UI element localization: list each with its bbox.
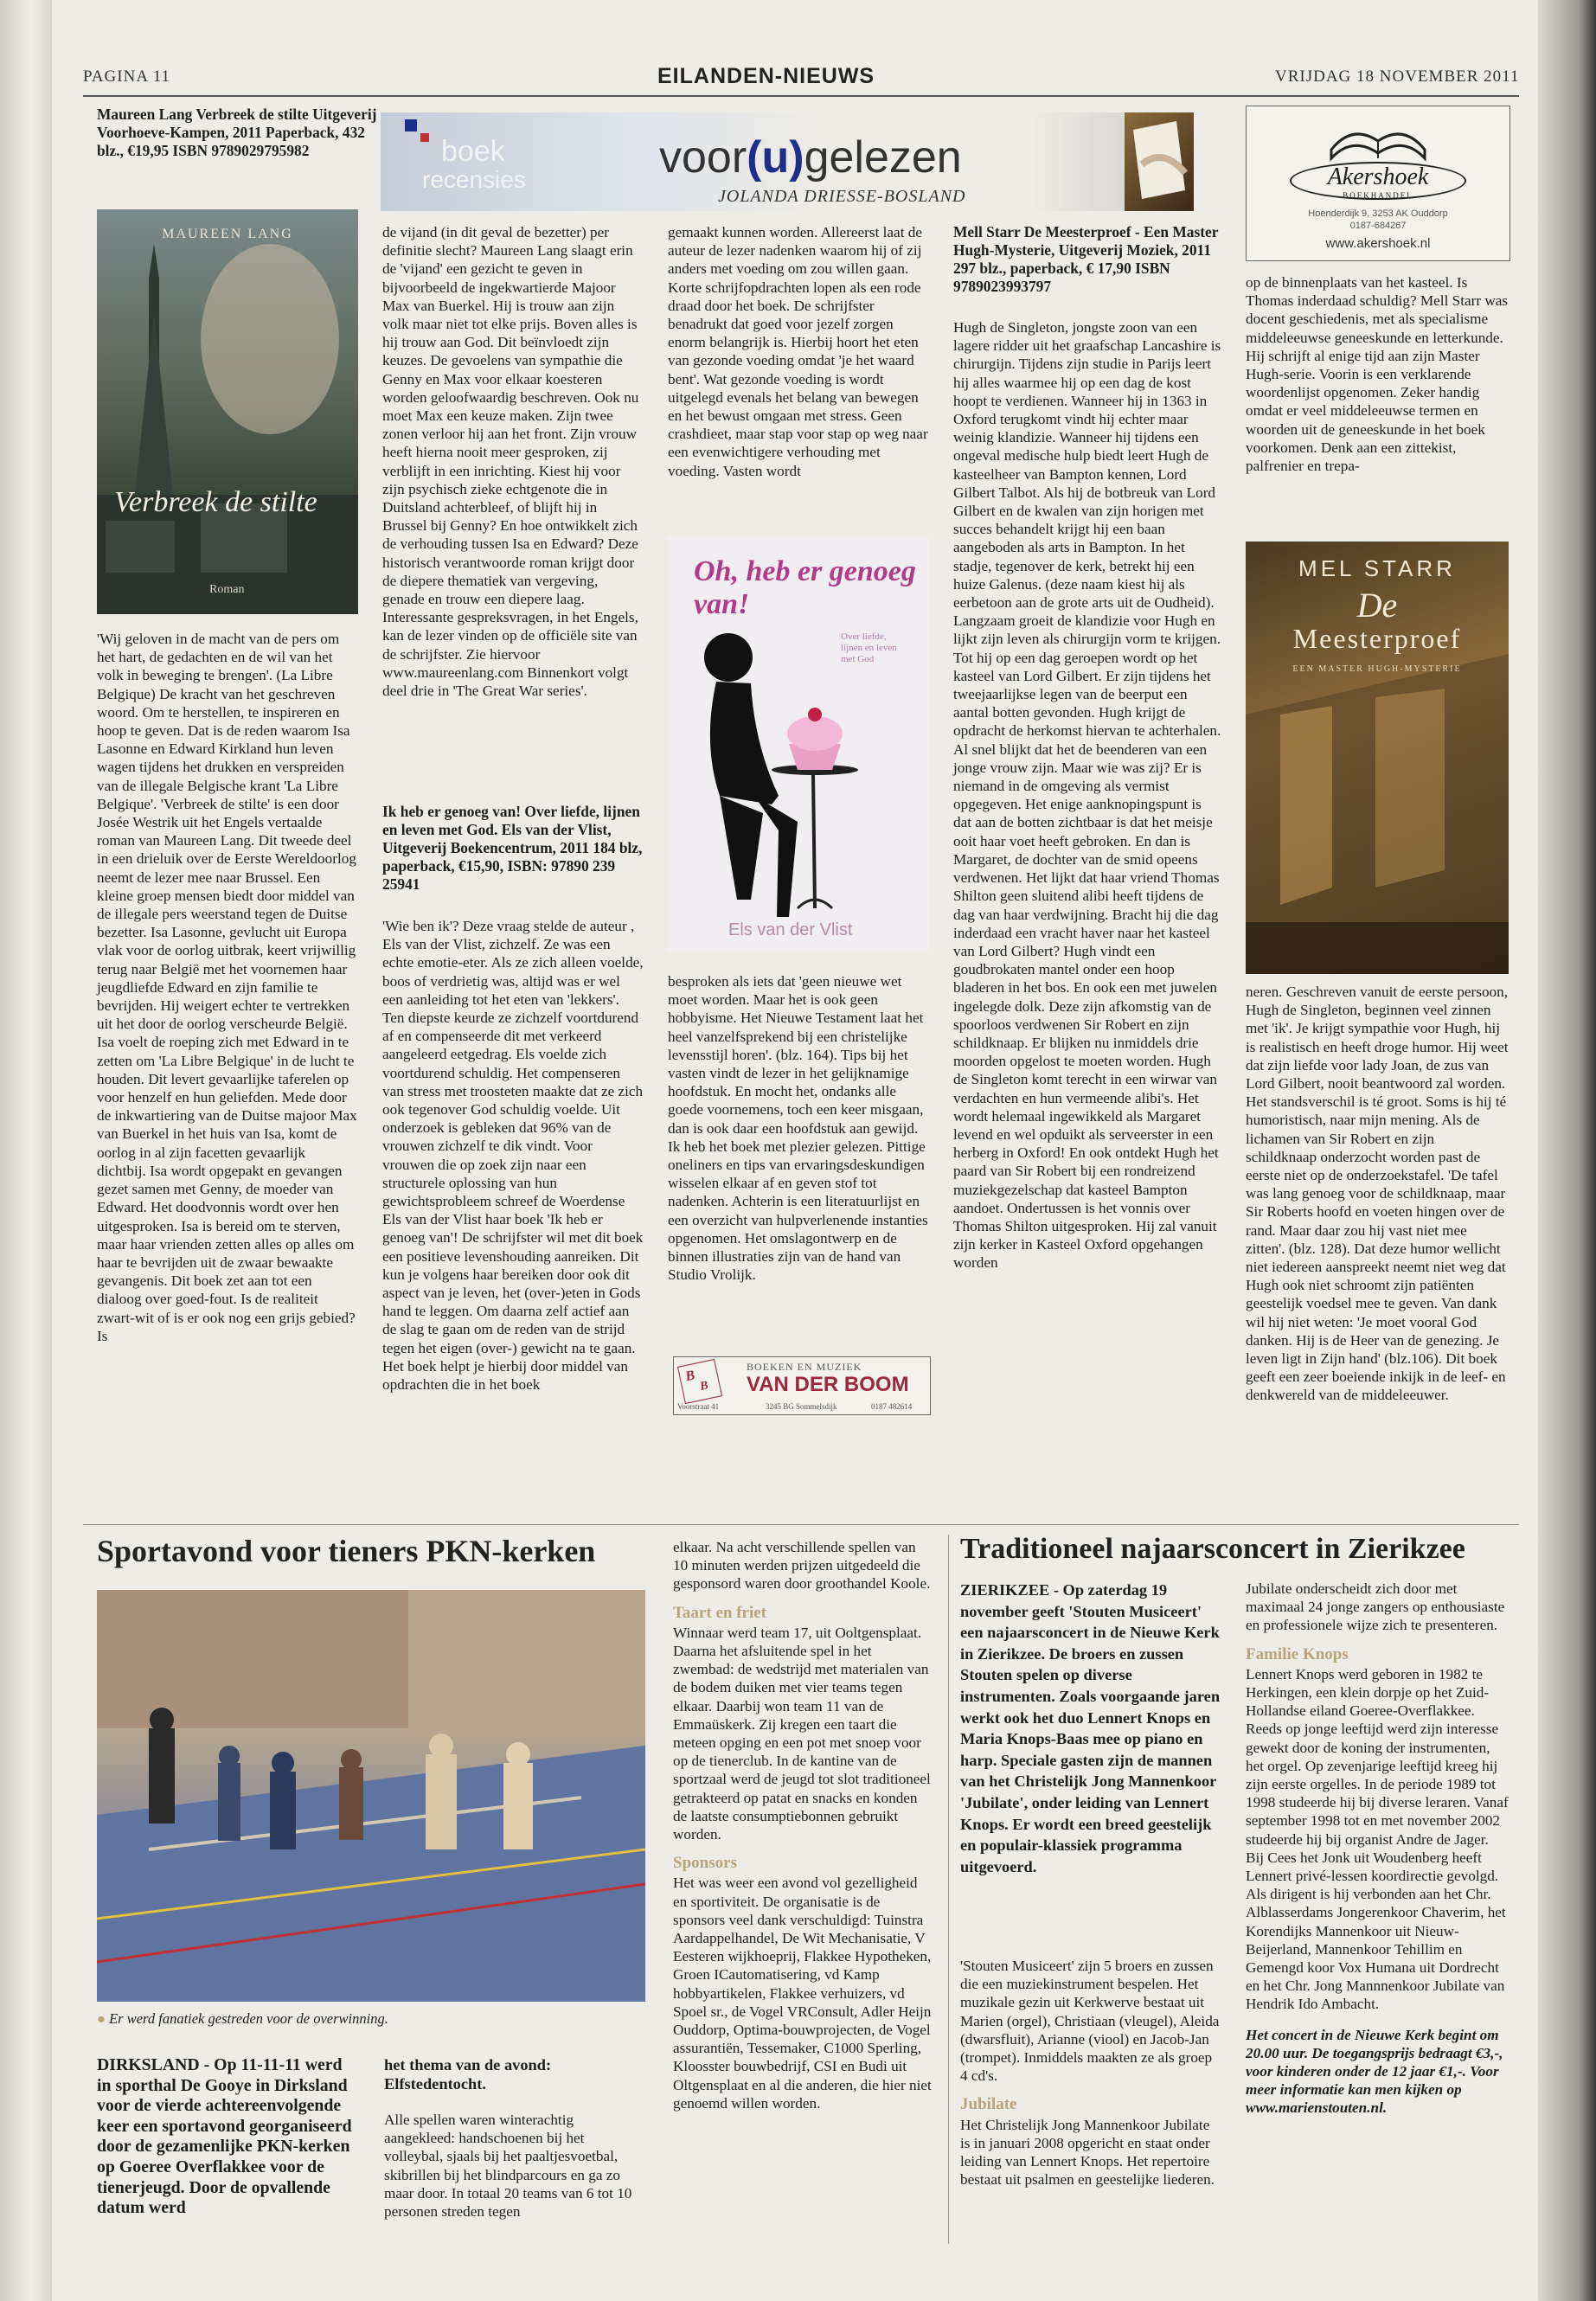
cover-silhouette [668, 536, 929, 952]
cover-script-title: Oh, heb er genoeg van! [694, 555, 916, 620]
review2-col3-bottom: besproken als iets dat 'geen nieuwe wet moet worden. Maar het is ook geen hobbyisme. Het Nieuwe Testament laat het heel vanzelfsprekend bij een christelijke levensstijl horen'. (blz. 164). Tips bij het vasten vindt de lezer in het gelijknamige hoofdstuk. En mocht het, ondanks alle goede voornemens, toch een keer misgaan, dan is ook daar een hoofdstuk aan gewijd. Ik heb het boek met plezier gelezen. Pittige oneliners en tips van ervaringsdeskundigen wisselen elkaar af en geven stof tot nadenken. Achterin is een literatuurlijst en een overzicht van hulpverlenende instanties opgenomen. Het omslagontwerp en de binnen illustraties zijn van de hand van Studio Vrolijk. [668, 973, 928, 1284]
cover-label: Roman [209, 583, 245, 596]
banner-square-icon-red [420, 133, 429, 142]
ad-tag: BOEKHANDEL [1343, 191, 1413, 200]
concert-title: Traditioneel najaarsconcert in Zierikzee [960, 1533, 1465, 1565]
open-book-logo-icon [1326, 115, 1430, 167]
cover-title-main: Meesterproef [1292, 623, 1462, 654]
column-rule [948, 1535, 949, 2244]
caption-bullet-icon: ● [97, 2010, 110, 2027]
ad-logo-icon: B B [677, 1359, 722, 1404]
banner-title-post: gelezen [804, 132, 962, 183]
banner-title-close: ) [789, 132, 804, 183]
concert-lead: ZIERIKZEE - Op zaterdag 19 november geeft 'Stouten Musiceert' een najaarsconcert in de Nieuwe Kerk in Zierikzee. De broers en zussen Stouten spelen op diverse instrumenten. Zoals voorgaande jaren werkt ook het duo Lennert Knops en Maria Knops-Baas mee op piano en harp. Speciale gasten zijn de mannen van het Christelijk Jong Mannenkoor 'Jubilate', onder leiding van Lennert Knops. Er wordt een breed geestelijk en populair-klassiek programma uitgevoerd. [960, 1581, 1221, 1875]
ad-line1: BOEKEN EN MUZIEK [747, 1361, 862, 1373]
review3-col5-bottom: neren. Geschreven vanuit de eerste persoon, Hugh de Singleton, beginnen veel zinnen met 'ik'. Je krijgt sympathie voor Hugh, hij is realistisch en heeft droge humor. Hij weet dat zijn liefde voor lady Joan, de zus van Lord Gilbert, nooit beantwoord zal worden. Het standsverschil is té groot. Soms is hij té humoristisch, naar mijn mening. Als de lichamen van Sir Robert en zijn schildknaap onderzocht worden past de eerste niet op de onderzoekstafel. 'De tafel was lang genoeg voor de schildknaap, maar Sir Roberts hoofd en voeten hingen over de rand. Maar daar zou hij vast niet mee zitten'. (blz. 128). Dat deze humor wellicht niet iedereen aanspreekt neemt niet weg dat Hugh ook niet schroomt zijn patiënten geestelijk voedsel mee te geven. Van dank wil hij niet weten: 'Je moet vooral God danken. Hij is de Heer van de genezing. Je leven ligt in Zijn hand' (blz.106). Dit boek geeft een zeer boeiende inkijk in de leef- en denkwereld van de middeleeuwer. [1246, 984, 1509, 1404]
sport-caption [97, 2010, 645, 2028]
sport-sub-taart: Taart en friet [673, 1603, 766, 1622]
ad-addr2: 3245 BG Sommelsdijk [766, 1402, 837, 1411]
review3-head: Mell Starr De Meesterproef - Een Master Hugh-Mysterie, Uitgeverij Moziek, 2011 297 blz., paperback, € 17,90 ISBN 9789023993797 [953, 223, 1219, 295]
ad-address: Hoenderdijk 9, 3253 AK Ouddorp [1308, 208, 1448, 219]
section-rule [83, 1524, 1519, 1525]
ad-phone: 0187-684267 [1349, 221, 1407, 231]
sport-photo-scene [97, 1590, 645, 2002]
cover-subtitle: EEN MASTER HUGH-MYSTERIE [1292, 664, 1462, 674]
review3-col5-top: op de binnenplaats van het kasteel. Is Thomas inderdaad schuldig? Mell Starr was docent geschiedenis, met als specialisme middeleeuwse geneeskunde en letterkunde. Hij schrijft al enige tijd aan zijn Master Hugh-serie. Voorin is een verklarende woordenlijst opgenomen. Zeker handig omdat er veel middeleeuwse termen en woorden uit de geneeskunde in het boek voorkomen. Denk aan een zittekist, palfrenier en trepa- [1246, 274, 1509, 475]
page-spine [0, 0, 52, 2301]
header-rule [83, 95, 1519, 97]
book-cover-verbreek [97, 209, 358, 614]
cover-author: MAUREEN LANG [162, 227, 293, 241]
banner-title-u: u [761, 132, 790, 183]
sport-col3-b: Winnaar werd team 17, uit Ooltgensplaat. Daarna het afsluitende spel in het zwembad: de wedstrijd met materialen van de bodem duiken met vier teams tegen elkaar. Daarbij won team 11 van de Emmaüskerk. Zij kregen een taart die meteen opging en een pot met snoep voor op de tienerclub. In de kantine van de sportzaal werd de jeugd tot slot traditioneel getrakteerd op patat en snacks en konden de laatste consumptiebonnen gebruikt worden. [673, 1624, 931, 1843]
review-banner [381, 112, 1194, 211]
banner-word-boek: boek [441, 135, 505, 168]
open-book-icon [1125, 112, 1194, 211]
banner-word-recensies: recensies [422, 166, 526, 193]
paper-title: EILANDEN-NIEUWS [657, 64, 875, 88]
page-edge [1538, 0, 1596, 2301]
banner-square-icon [405, 119, 417, 131]
concert-col2-b: Lennert Knops werd geboren in 1982 te Herkingen, een klein dorpje op het Zuid-Hollandse eiland Goeree-Overflakkee. Reeds op jonge leeftijd werd zijn interesse gewekt door de koning der instrumenten, het orgel. Op zevenjarige leeftijd kreeg hij zijn eerste orgelles. In de periode 1989 tot 1998 studeerde hij bij diverse leraren. Vanaf september 1998 tot en met november 2002 studeerde hij bij organist Andre de Jager. Bij Cees het Jonk uit Woudenberg heeft Lennert privé-lessen koordirectie gevolgd. Als dirigent is hij verbonden aan het Chr. Alblasserdams Jongerenkoor Chaverim, het Korendijks Mannenkoor uit Nieuw-Beijerland, Mannenkoor Tehillim en Gemengd koor Vox Humana uit Dordrecht en het Chr. Jong Mannnenkoor Jubilate van Hendrik Ido Ambacht. [1246, 1665, 1509, 2013]
concert-sub-jubilate: Jubilate [960, 2095, 1017, 2114]
review1-head: Maureen Lang Verbreek de stilte Uitgeverij Voorhoeve-Kampen, 2011 Paperback, 432 blz., €19,95 ISBN 9789029795982 [97, 106, 377, 159]
review2-col2: 'Wie ben ik'? Deze vraag stelde de auteur , Els van der Vlist, zichzelf. Ze was een echte emotie-eter. Als ze zich alleen voelde, boos of verdrietig was, altijd was er wel een aanleiding tot het eten van 'lekkers'. Ten diepste keurde ze zichzelf voortdurend af en compenseerde dit met verkeerd aangeleerd eetgedrag. Els voelde zich voortdurend schuldig. Het compenseren van stress met troosteten maakte dat ze zich ook tegenover God schuldig voelde. Uit onderzoek is gebleken dat 96% van de vrouwen zichzelf te dik vindt. Voor vrouwen die op zoek zijn naar een structurele oplossing van hun gewichtsprobleem schreef de Woerdense Els van der Vlist haar boek 'Ik heb er genoeg van'! De schrijfster wil met dit boek een positieve levenshouding aanreiken. Dit kun je volgens haar bereiken door ook dit aspect van je leven, het (over-)eten in Gods hand te leggen. Om daarna zelf actief aan de slag te gaan om de reden van de strijd tegen het eigen (over-) gewicht na te gaan. Het boek helpt je hierbij door middel van opdrachten die in het boek [382, 918, 644, 1394]
cover-subtitle: Over liefde, lijnen en leven met God [841, 631, 897, 664]
cover-title: Verbreek de stilte [114, 486, 317, 518]
ad-web: www.akershoek.nl [1325, 236, 1431, 251]
sport-col3 [673, 1538, 934, 2112]
concert-col1 [960, 1957, 1221, 2189]
ad-akershoek [1246, 106, 1510, 261]
ad-addr1: Voorstraat 41 [677, 1402, 720, 1411]
caption-text: Er werd fanatiek gestreden voor de overwinning. [109, 2010, 388, 2027]
banner-title-pre: voor [659, 132, 747, 183]
ad-vanderboom [673, 1356, 931, 1415]
issue-date: VRIJDAG 18 NOVEMBER 2011 [1275, 67, 1520, 86]
banner-author: JOLANDA DRIESSE-BOSLAND [718, 187, 966, 206]
concert-col1-a: 'Stouten Musiceert' zijn 5 broers en zussen die een muziekinstrument bespelen. Het muzikale gezin uit Kerkwerve bestaat uit Marien (orgel), Christiaan (vleugel), Aleida (dwarsfluit), Arianne (viool) en Jacob-Jan (trompet). Inmiddels maakten ze als groep 4 cd's. [960, 1958, 1220, 2085]
sport-photo [97, 1590, 645, 2002]
banner-title [659, 131, 962, 183]
review1-col1: 'Wij geloven in de macht van de pers om het hart, de gedachten en de wil van het volk in beweging te brengen'. (La Libre Belgique) De kracht van het geschreven woord. Om te herstellen, te inspireren en hoop te geven. Dat is de reden waarom Isa Lasonne en Edward Kirkland hun leven wagen tijdens het drukken en verspreiden van de illegale Belgische krant 'La Libre Belgique'. 'Verbreek de stilte' is een door Josée Westrik uit het Engels vertaalde roman van Maureen Lang. Dit tweede deel in een drieluik over de Eerste Wereldoorlog neemt de lezer mee naar Brussel. Een kleine groep mensen biedt door middel van de illegale pers weerstand tegen de Duitse bezetter. Isa Lasonne, gevlucht uit Europa vlak voor de oorlog uitbrak, keert vrijwillig terug naar België met het voornemen haar jeugdliefde Edward en zijn familie te bevrijden. Hij weigert echter te vertrekken uit het door de oorlog verscheurde België. Isa voelt de roeping zich met Edward in te zetten om 'La Libre Belgique' in de lucht te houden. Dit levert gevaarlijke taferelen op voor henzelf en hun geliefden. Mede door de inkwartiering van de Duitse majoor Max van Buerkel in het huis van Isa, komt de oorlog in al zijn facetten gevaarlijk dichtbij. Isa wordt opgepakt en gevangen gezet samen met Genny, de moeder van Edward. Het doodvonnis wordt over hen uitgesproken. Isa is bereid om te sterven, maar haar vrienden zetten alles op alles om haar te bevrijden uit de zwaar bewaakte gevangenis. Dit boek zet aan tot een dialoog over goed-fout. Is de realiteit zwart-wit of is er ook nog een grijs gebied? Is [97, 631, 357, 1344]
cover-author: Els van der Vlist [728, 920, 853, 939]
ad-phone: 0187 482614 [871, 1402, 913, 1411]
concert-col2 [1246, 1580, 1509, 2118]
sport-title: Sportavond voor tieners PKN-kerken [97, 1534, 596, 1568]
concert-col1-b: Het Christelijk Jong Mannenkoor Jubilate is in januari 2008 opgericht en staat onder leiding van Lennert Knops. Het repertoire bestaat uit psalmen en geestelijke liederen. [960, 2116, 1215, 2189]
book-cover-meesterproef [1246, 542, 1509, 974]
cover-author: MEL STARR [1298, 555, 1456, 581]
concert-sub-knops: Familie Knops [1246, 1644, 1349, 1663]
sport-sub-sponsors: Sponsors [673, 1854, 737, 1873]
banner-title-open: ( [747, 132, 762, 183]
review2-col3-top: gemaakt kunnen worden. Allereerst laat de auteur de lezer nadenken waarom hij of zij anders met voeding om zou willen gaan. Korte schrijfopdrachten lopen als een rode draad door het boek. De schrijfster benadrukt dat goed voor jezelf zorgen enorm belangrijk is. Hierbij hoort het eten van gezonde voeding omdat 'je het waard bent'. Wat gezonde voeding is wordt uitgelegd evenals het belang van bewegen en het bewust omgaan met stress. Geen crashdieet, maar stap voor stap op weg naar een evenwichtigere verhouding met voeding. Vasten wordt [668, 224, 928, 479]
review3-col4: Hugh de Singleton, jongste zoon van een lagere ridder uit het graafschap Lancashire is chirurgijn. Tijdens zijn studie in Parijs leert hij alles waarmee hij op een dag de kost hoopt te verdienen. Wanneer hij in 1363 in Oxford terugkomt vindt hij echter maar weinig klandizie. Wanneer hij tijdens een ongeval medische hulp biedt leert Hugh de kasteelheer van Bampton kennen, Lord Gilbert Talbot. Als hij de botbreuk van Lord Gilbert en de kwalen van zijn horigen met succes behandelt krijgt hij een baan aangeboden als arts in Bampton. In het stadje, tegenover de kerk, betrekt hij een huize Galenus. (deze naam kiest hij als eerbetoon aan de grote arts uit de Oudheid). Langzaam groeit de klandizie voor Hugh en lijkt zijn leven als chirurgijn vorm te krijgen. Tot hij op een dag geroepen wordt op het kasteel van Lord Gilbert. Er zijn tijdens het tweejaarlijkse legen van de beerput een aantal botten gevonden. Hugh krijgt de opdracht de herkomst hiervan te achterhalen. Al snel blijkt dat het de beenderen van een jonge vrouw zijn. Maar wie was zij? Er is niemand in de omgeving als vermist opgegeven. Het enige aanknopingspunt is dat aan de botten zichtbaar is dat het meisje ooit haar voet heeft gebroken. En dan is Margaret, de dochter van de smid opeens verdwenen. Het lijkt dat haar vriend Thomas Shilton geen sluitend alibi heeft tijdens de dag van haar verdwijning. Bracht hij die dag inderdaad een vracht haver naar het kasteel van Lord Gilbert? Hugh vindt een goudbrokaten mantel onder een hoop bladeren in het bos. En ook een met juwelen ingelegde dolk. Deze zijn afkomstig van de spoorloos verdwenen Sir Robert en zijn schildknaap. Er blijken nu inmiddels drie moorden opgelost te moeten worden. Hugh de Singleton komt terecht in een wirwar van verdachten en hun vermeende alibi's. Het wordt helemaal ingewikkeld als Margaret levend en wel opduikt als serveerster in een herberg in Oxford! En ook ontdekt Hugh het paard van Sir Robert bij een rondreizend muziekgezelschap dat kasteel Bampton aandoet. Ondertussen is het vonnis over Thomas Shilton uitgesproken. Hij zal vanuit zijn kerker in Kasteel Oxford opgehangen worden [953, 319, 1221, 1272]
review1-col2: de vijand (in dit geval de bezetter) per definitie slecht? Maureen Lang slaagt erin de 'vijand' een gezicht te geven in bijvoorbeeld de ingekwartierde Majoor Max van Buerkel. Hij is trouw aan zijn volk maar niet tot elke prijs. Boven alles is hij trouw aan God. Dit beïnvloedt zijn keuzes. De gevoelens van sympathie die Genny en Max voor elkaar koesteren worden geloofwaardig beschreven. Ook nu moet Max een keuze maken. Zijn twee zonen verloor hij aan het front. Zijn vrouw heeft hierna nooit meer gesproken, zij verblijft in een inrichting. Kiest hij voor zijn psychisch zieke echtgenote die in Duitsland achterbleef, of blijft hij in Brussel bij Genny? En hoe ontwikkelt zich de verhouding tussen Isa en Edward? Deze historisch verantwoorde roman krijgt door de diepere thematiek van vergeving, genade en trouw een diepere laag. Interessante gespreksvragen, in het Engels, kan de lezer vinden op de officiële site van de schrijfster. Zie hiervoor www.maureenlang.com Binnenkort volgt deel drie in 'The Great War series'. [382, 224, 639, 700]
concert-footer: Het concert in de Nieuwe Kerk begint om 20.00 uur. De toegangsprijs bedraagt €3,-, voor kinderen onder de 12 jaar €1,-. Voor meer informatie kan men kijken op www.marienstouten.nl. [1246, 2026, 1503, 2117]
sport-col3-a: elkaar. Na acht verschillende spellen van 10 minuten werden prijzen uitgedeeld die gesponsord waren door groothandel Koole. [673, 1539, 931, 1593]
concert-col2-a: Jubilate onderscheidt zich door met maximaal 24 jonge zangers op enthousiaste en professionele wijze zich te presenteren. [1246, 1580, 1505, 1634]
sport-col2-bold: het thema van de avond: Elfstedentocht. [384, 2056, 552, 2093]
ad-name: Akershoek [1327, 163, 1429, 190]
sport-lead: DIRKSLAND - Op 11-11-11 werd in sporthal De Gooye in Dirksland voor de vierde achtereenvolgende keer een sportavond georganiseerd door de gezamenlijke PKN-kerken op Goeree Overflakkee voor de tienerjeugd. Door de opvallende datum werd [97, 2055, 352, 2218]
cover-illustration [97, 209, 358, 614]
cover-title-de: De [1356, 586, 1398, 625]
banner-book-photo [1125, 112, 1194, 211]
sport-col2: Alle spellen waren winterachtig aangekleed: handschoenen bij het volleybal, sjaals bij het paaltjesvoetbal, skibrillen bij het blindparcours en ga zo maar door. In totaal 20 teams van 6 tot 10 personen streden tegen [384, 2112, 632, 2221]
book-cover-genoeg [668, 536, 929, 952]
ad-line2: VAN DER BOOM [747, 1373, 909, 1396]
newspaper-page [52, 0, 1538, 2301]
page-number: PAGINA 11 [83, 67, 171, 86]
review2-head: Ik heb er genoeg van! Over liefde, lijnen en leven met God. Els van der Vlist, Uitgeverij Boekencentrum, 2011 184 blz, paperback, €15,90, ISBN: 97890 239 25941 [382, 803, 643, 893]
sport-col3-c: Het was weer een avond vol gezelligheid en sportiviteit. De organisatie is de sponsors veel dank verschuldigd: Tuinstra Aardappelhandel, De Wit Mechanisatie, V Eesteren wijkhoeprij, Flakkee Hypotheken, Groen ICautomatisering, vd Kamp hobbyartikelen, Flakkee verhuizers, vd Spoel sr., de Vogel VRConsult, Adler Heijn Ouddorp, Optima-bouwprojecten, de Vogel assurantiën, Tessemaker, C1000 Sperling, Kloosster bouwbedrijf, CSI en Budi uit Oltgensplaat en al die anderen, die hier niet genoemd willen worden. [673, 1875, 932, 2112]
